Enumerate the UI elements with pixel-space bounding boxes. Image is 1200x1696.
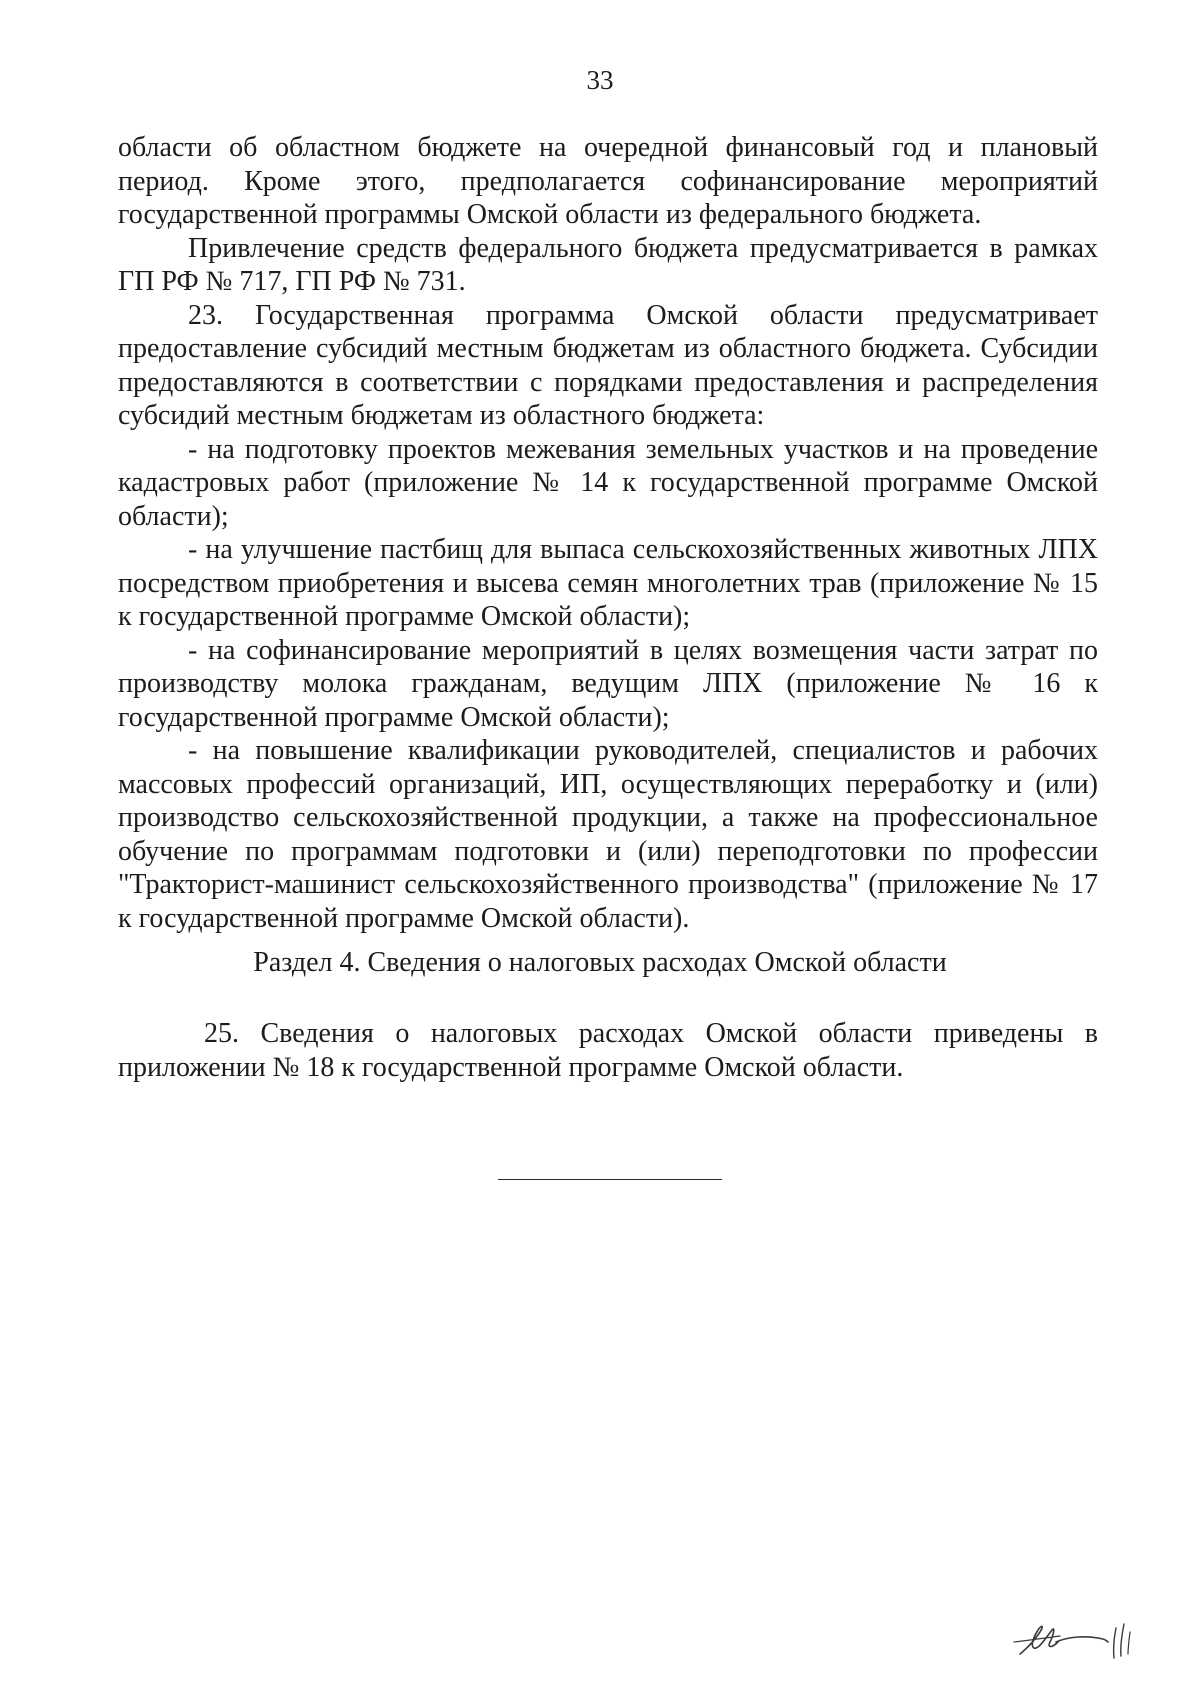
section-body [118,1017,1098,1084]
page-number: 33 [586,65,614,95]
paragraph-item-23: 23. Государственная программа Омской области предусматривает предоставление субсидий местным бюджетам из областного бюджета. Субсидии предоставляются в соответствии с порядками предоставления и распределения субсидий местным бюджетам из областного бюджета: [118,299,1098,431]
list-item-milk-production: - на софинансирование мероприятий в целях возмещения части затрат по производству молока гражданам, ведущим ЛПХ (приложение № 16 к государственной программе Омской области); [118,634,1098,733]
list-item-pasture-improvement: - на улучшение пастбищ для выпаса сельскохозяйственных животных ЛПХ посредством приобретения и высева семян многолетних трав (приложение № 15 к государственной программе Омской области); [118,534,1098,632]
body-text [118,131,1098,935]
paragraph-item-25: 25. Сведения о налоговых расходах Омской области приведены в приложении № 18 к государственной программе Омской области. [118,1018,1098,1083]
section-heading: Раздел 4. Сведения о налоговых расходах Омской области [253,947,947,978]
paragraph-federal-funds: Привлечение средств федерального бюджета предусматривается в рамках ГП РФ № 717, ГП РФ № 731. [118,232,1098,297]
list-item-land-surveying: - на подготовку проектов межевания земельных участков и на проведение кадастровых работ (приложение № 14 к государственной программе Омской области); [118,433,1098,532]
list-item-qualification: - на повышение квалификации руководителей, специалистов и рабочих массовых профессий организаций, ИП, осуществляющих переработку и (или) производство сельскохозяйственной продукции, а также на профессиональное обучение по программам подготовки и (или) переподготовки по профессии "Тракторист-машинист сельскохозяйственного производства" (приложение № 17 к государственной программе Омской области). [118,735,1098,934]
end-of-text-line [498,1179,722,1180]
paragraph-continuation: области об областном бюджете на очередной финансовый год и плановый период. Кроме этого, предполагается софинансирование мероприятий государственной программы Омской области из федерального бюджета. [118,132,1098,230]
signature-icon [1000,1602,1150,1672]
